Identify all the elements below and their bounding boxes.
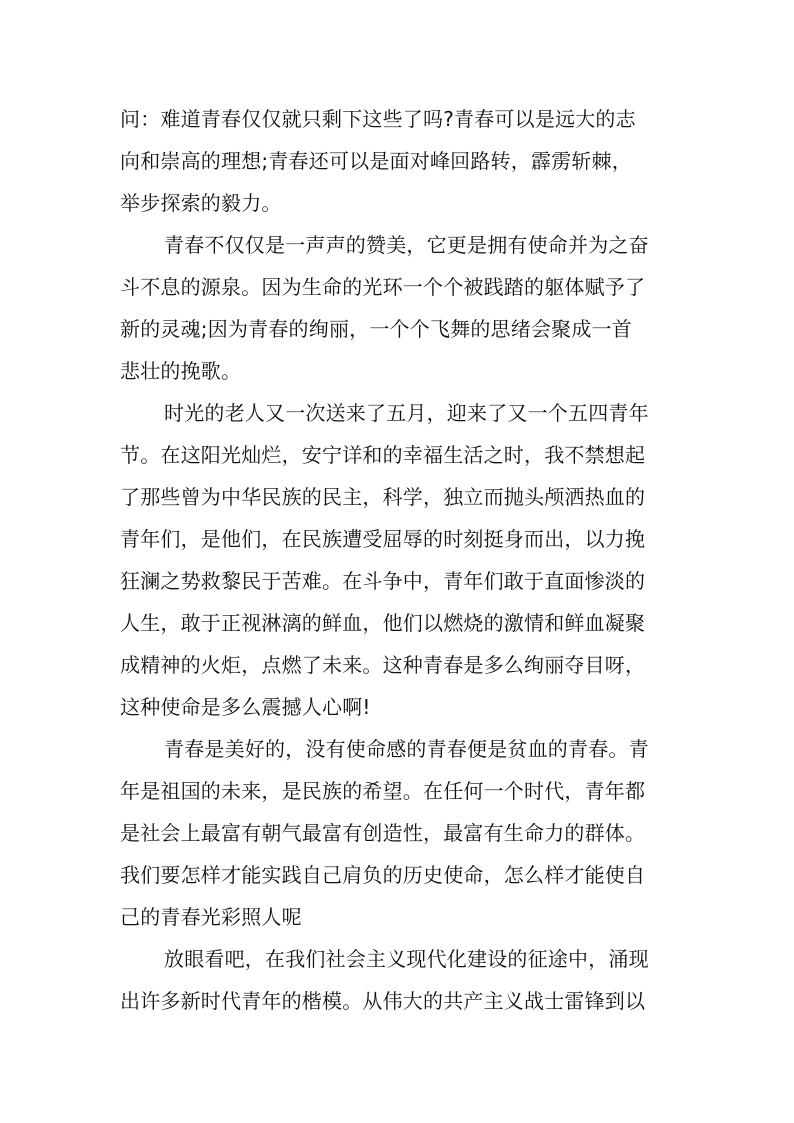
text-line: 人生，敢于正视淋漓的鲜血，他们以燃烧的激情和鲜血凝聚 (120, 611, 646, 635)
text-line: 问：难道青春仅仅就只剩下这些了吗?青春可以是远大的志 (120, 107, 636, 131)
body-text (120, 98, 680, 1022)
text-line: 出许多新时代青年的楷模。从伟大的共产主义战士雷锋到以 (120, 989, 646, 1013)
text-line: 成精神的火炬，点燃了未来。这种青春是多么绚丽夺目呀， (120, 653, 646, 677)
text-line: 我们要怎样才能实践自己肩负的历史使命，怎么样才能使自 (120, 863, 646, 887)
text-line: 年是祖国的未来，是民族的希望。在任何一个时代，青年都 (120, 779, 646, 803)
paragraph-first-line: 时光的老人又一次送来了五月，迎来了又一个五四青年 (164, 401, 649, 425)
paragraph-first-line: 放眼看吧，在我们社会主义现代化建设的征途中，涌现 (164, 947, 649, 971)
text-line: 向和崇高的理想;青春还可以是面对峰回路转，霹雳斩棘， (120, 149, 632, 173)
text-line: 是社会上最富有朝气最富有创造性，最富有生命力的群体。 (120, 821, 646, 845)
paragraph-first-line: 青春不仅仅是一声声的赞美，它更是拥有使命并为之奋 (164, 233, 649, 257)
text-line: 悲壮的挽歌。 (120, 359, 242, 383)
text-line: 己的青春光彩照人呢 (120, 905, 302, 929)
text-line: 节。在这阳光灿烂，安宁详和的幸福生活之时，我不禁想起 (120, 443, 646, 467)
text-line: 狂澜之势救黎民于苦难。在斗争中，青年们敢于直面惨淡的 (120, 569, 646, 593)
text-line: 了那些曾为中华民族的民主，科学，独立而抛头颅洒热血的 (120, 485, 646, 509)
text-line: 举步探索的毅力。 (120, 191, 282, 215)
text-line: 新的灵魂;因为青春的绚丽，一个个飞舞的思绪会聚成一首 (120, 317, 632, 341)
text-line: 这种使命是多么震撼人心啊! (120, 695, 371, 719)
paragraph-first-line: 青春是美好的，没有使命感的青春便是贫血的青春。青 (164, 737, 649, 761)
text-line: 青年们，是他们，在民族遭受屈辱的时刻挺身而出，以力挽 (120, 527, 646, 551)
text-line: 斗不息的源泉。因为生命的光环一个个被践踏的躯体赋予了 (120, 275, 646, 299)
